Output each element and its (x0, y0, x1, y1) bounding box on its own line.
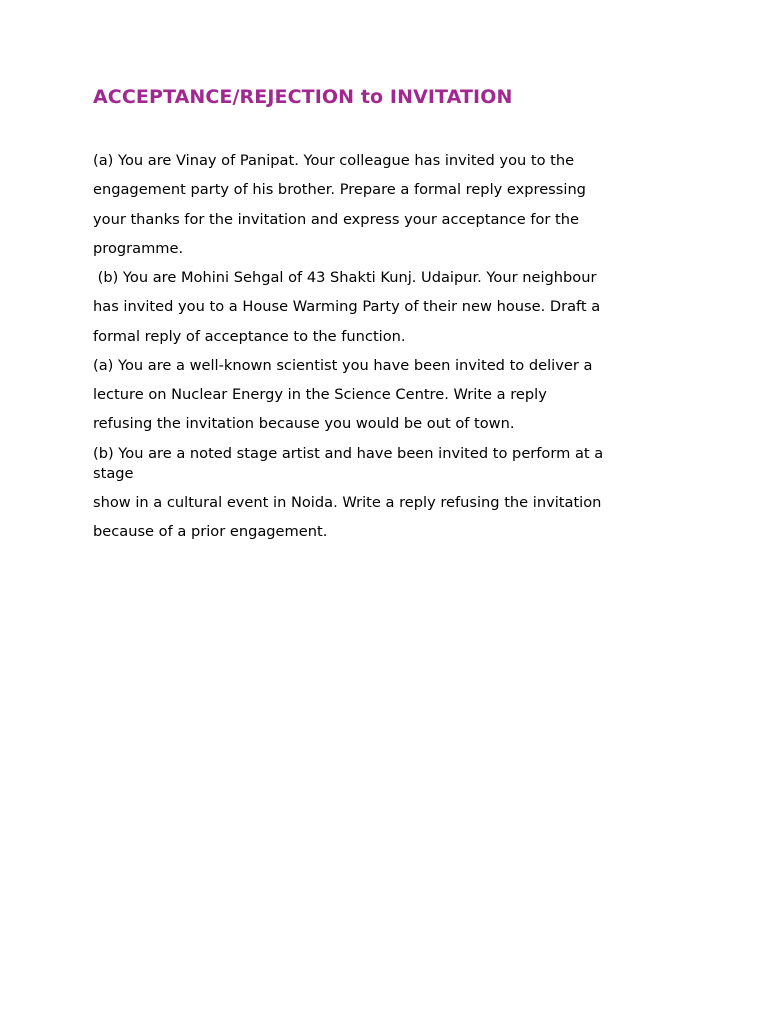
body-line: because of a prior engagement. (93, 523, 328, 540)
body-line: (b) You are a noted stage artist and have been invited to perform at a (93, 445, 604, 462)
body-line: show in a cultural event in Noida. Write a reply refusing the invitation (93, 494, 602, 511)
body-line: (a) You are Vinay of Panipat. Your colleague has invited you to the (93, 152, 575, 169)
body-line: stage (93, 465, 134, 482)
body-line: (a) You are a well-known scientist you have been invited to deliver a (93, 357, 593, 374)
body-line: lecture on Nuclear Energy in the Science Centre. Write a reply (93, 386, 547, 403)
body-line: has invited you to a House Warming Party of their new house. Draft a (93, 298, 601, 315)
body-line: (b) You are Mohini Sehgal of 43 Shakti Kunj. Udaipur. Your neighbour (93, 269, 597, 286)
body-line: your thanks for the invitation and express your acceptance for the (93, 211, 579, 228)
body-line: refusing the invitation because you would be out of town. (93, 415, 515, 432)
document-title: ACCEPTANCE/REJECTION to INVITATION (93, 86, 513, 108)
body-line: formal reply of acceptance to the function. (93, 328, 406, 345)
body-line: programme. (93, 240, 184, 257)
body-line: engagement party of his brother. Prepare a formal reply expressing (93, 181, 586, 198)
